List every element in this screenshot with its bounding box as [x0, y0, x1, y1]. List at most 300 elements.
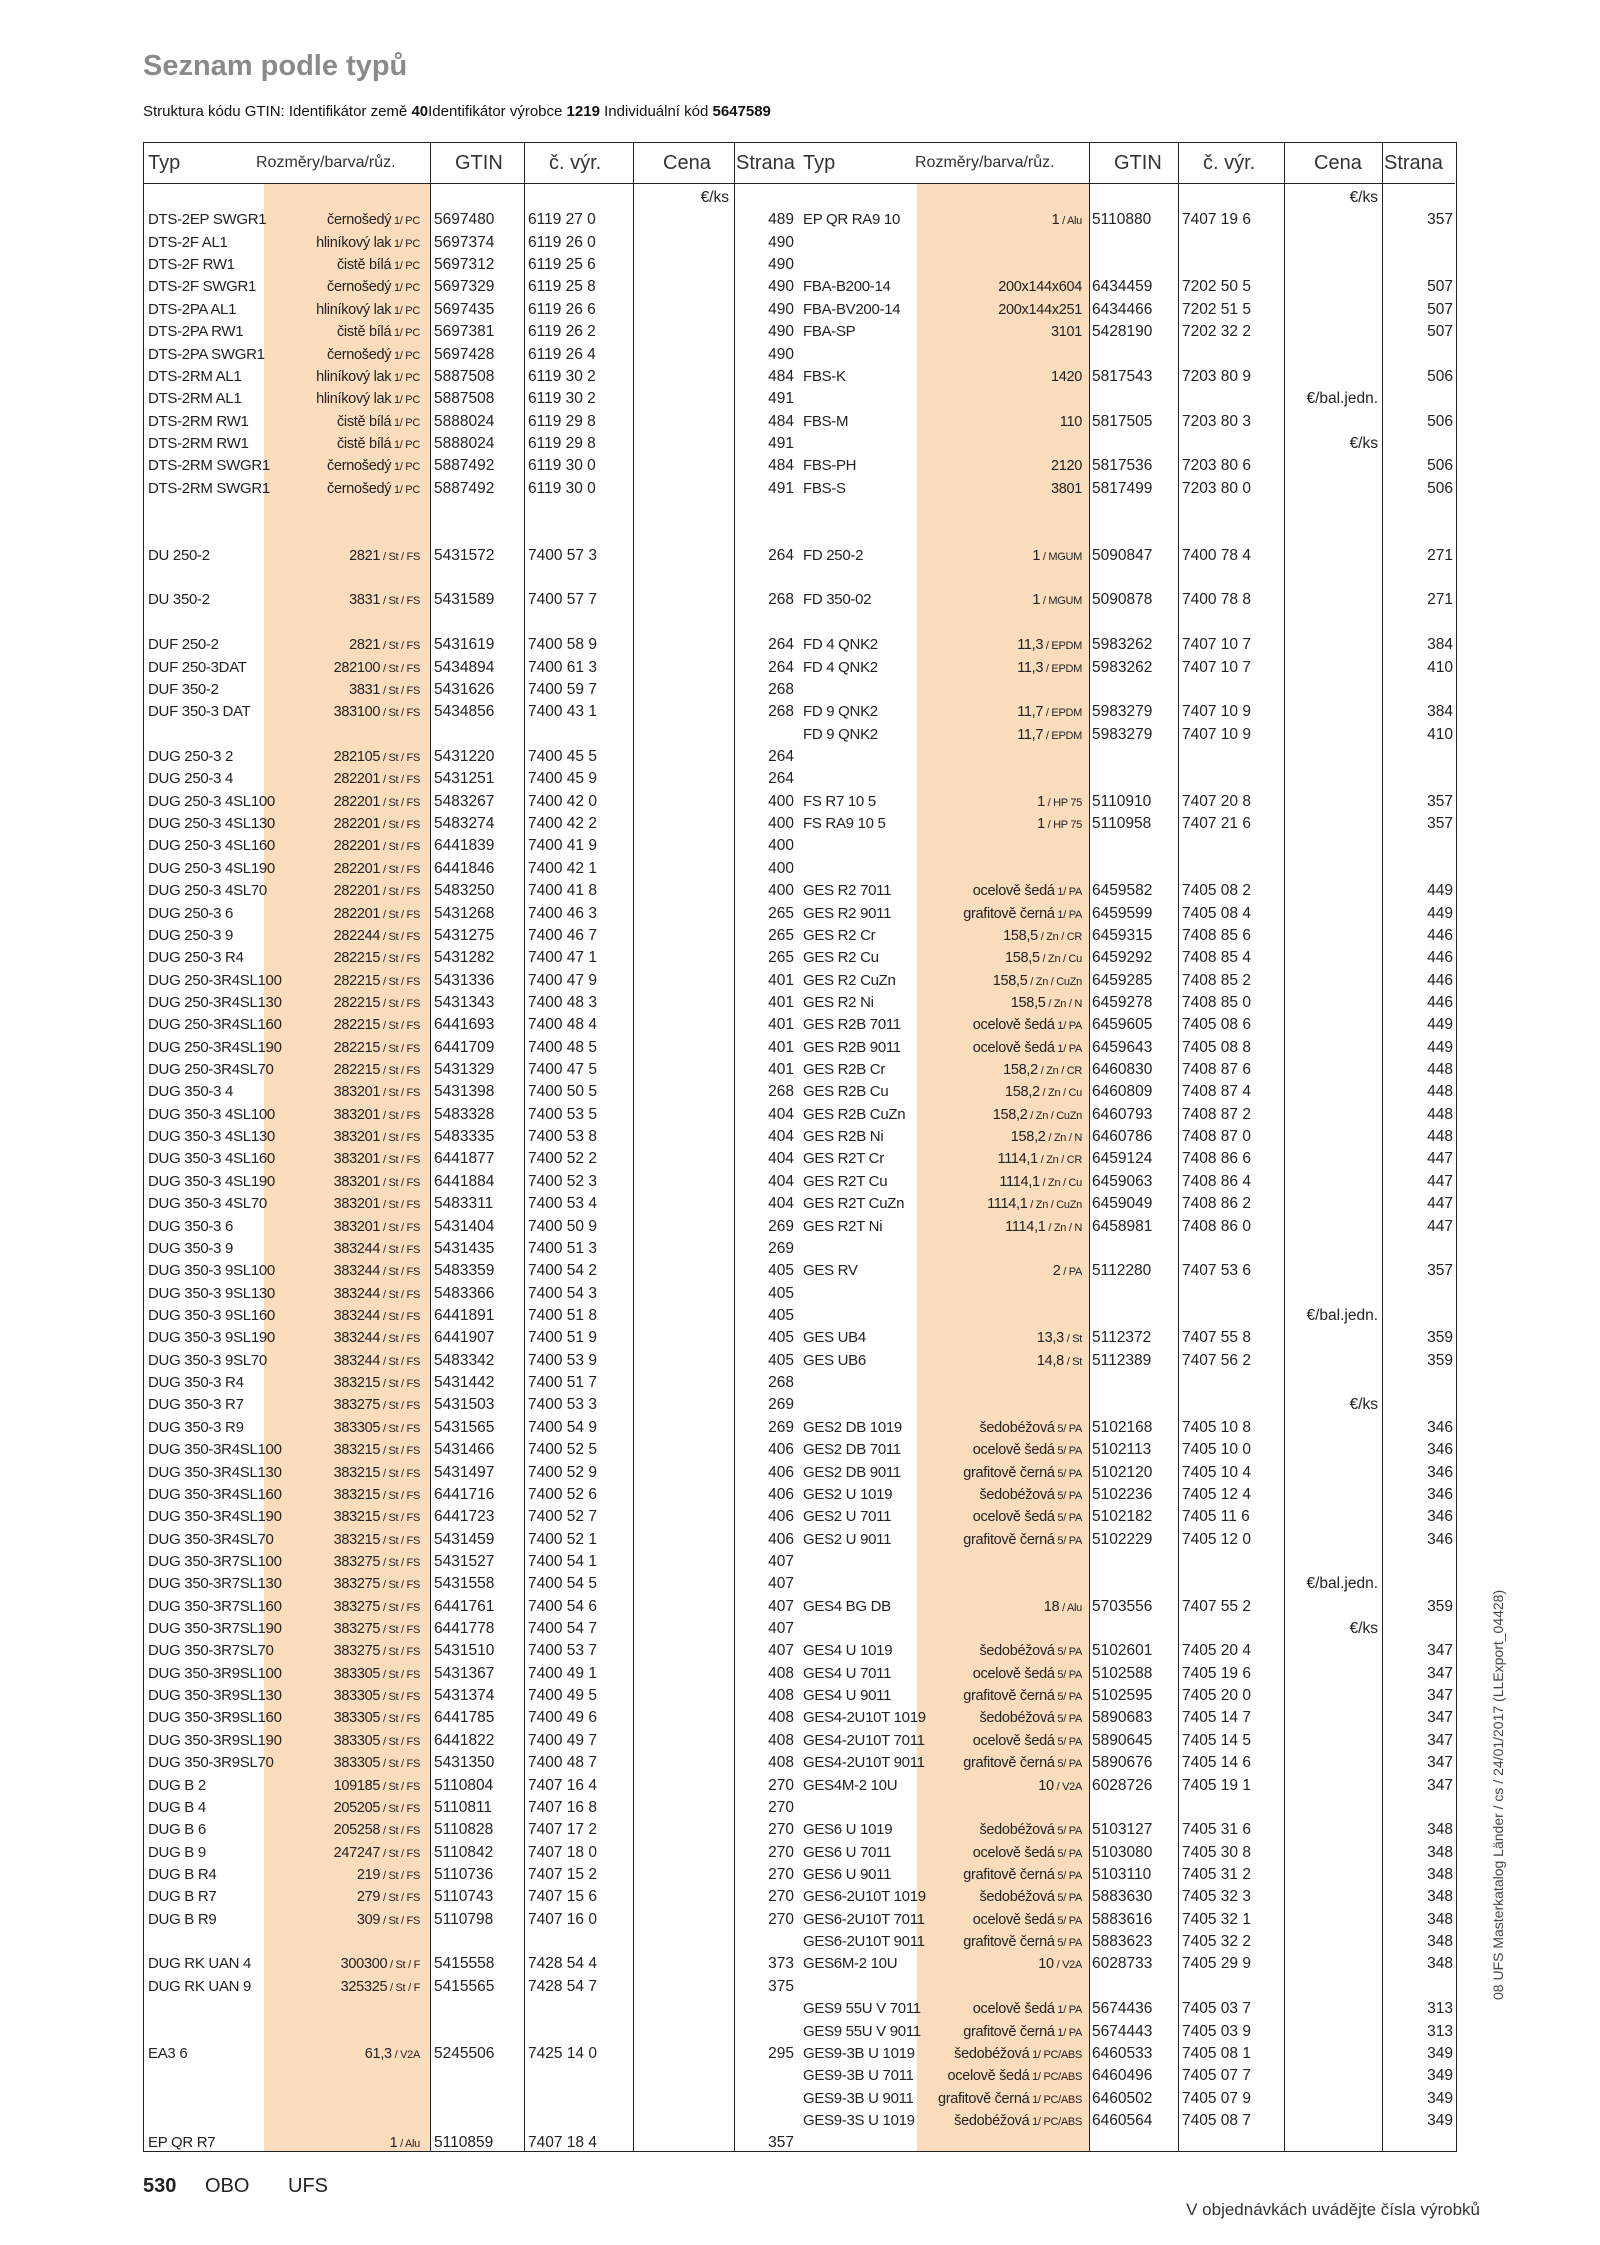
cell-page: 449: [1427, 1016, 1453, 1034]
cell-gtin: 5431282: [434, 949, 495, 967]
cell-gtin: 5483250: [434, 882, 495, 900]
cell-page: 347: [1427, 1664, 1453, 1682]
cell-dimension: [334, 1417, 420, 1440]
cell-gtin: 5103127: [1092, 1821, 1153, 1839]
dimension-suffix: / St / FS: [380, 1534, 420, 1547]
dimension-suffix: / St / FS: [380, 640, 420, 653]
cell-product-number: 7400 42 1: [528, 859, 597, 877]
cell-gtin: 6460793: [1092, 1105, 1153, 1123]
cell-dimension: [334, 1148, 420, 1171]
dimension-value: grafitově černá: [963, 1934, 1055, 1951]
table-row: [144, 344, 799, 366]
table-row: [799, 1953, 1455, 1975]
cell-type: DUG 250-3 4SL130: [148, 815, 275, 833]
cell-product-number: 7405 12 4: [1182, 1485, 1251, 1503]
cell-product-number: 7407 16 8: [528, 1798, 597, 1816]
table-row: [799, 1260, 1455, 1282]
cell-page: 506: [1427, 367, 1453, 385]
table-row: [144, 1976, 799, 1998]
cell-type: DUG 350-3R7SL160: [148, 1597, 282, 1615]
cell-gtin: 6460564: [1092, 2111, 1153, 2129]
cell-gtin: 5887492: [434, 457, 495, 475]
cell-product-number: 7400 54 7: [528, 1620, 597, 1638]
cell-dimension: [334, 992, 420, 1015]
table-row: [144, 813, 799, 835]
cell-dimension: [334, 1640, 420, 1663]
dimension-suffix: / St / FS: [380, 863, 420, 876]
cell-type: EA3 6: [148, 2044, 188, 2062]
dimension-value: šedobéžová: [979, 1710, 1055, 1727]
dimension-suffix: 1/ PC: [391, 260, 420, 273]
cell-type: DUG 350-3 4SL70: [148, 1195, 267, 1213]
dimension-suffix: / St / FS: [380, 1132, 420, 1145]
dimension-value: 11,7: [1017, 726, 1044, 743]
cell-dimension: [334, 858, 420, 881]
cell-page: 491: [768, 434, 794, 452]
dimension-value: 383275: [333, 1643, 381, 1660]
cell-dimension: [334, 1730, 420, 1753]
cell-dimension: [327, 344, 420, 367]
cell-page: 491: [768, 390, 794, 408]
cell-type: FD 350-02: [803, 591, 872, 609]
cell-dimension: [973, 1663, 1082, 1686]
table-row: [144, 1148, 799, 1170]
cell-product-number: 7400 58 9: [528, 636, 597, 654]
cell-type: DUG 350-3R7SL130: [148, 1575, 282, 1593]
cell-dimension: [334, 1327, 420, 1350]
dimension-value: 10: [1038, 1956, 1054, 1973]
cell-dimension: [334, 1283, 420, 1306]
header-gtin: GTIN: [1114, 152, 1162, 174]
dimension-suffix: / St / FS: [380, 796, 420, 809]
cell-page: 405: [768, 1262, 794, 1280]
cell-page: 313: [1427, 2000, 1453, 2018]
table-row: [799, 1216, 1455, 1238]
cell-product-number: 7405 30 8: [1182, 1843, 1251, 1861]
table-row: [799, 1640, 1455, 1662]
cell-dimension: [1044, 1596, 1082, 1619]
cell-type: GES2 U 1019: [803, 1485, 893, 1503]
cell-page: 406: [768, 1485, 794, 1503]
cell-dimension: [1037, 1350, 1082, 1373]
cell-type: FS RA9 10 5: [803, 815, 886, 833]
dimension-value: 13,3: [1036, 1330, 1064, 1347]
cell-page: 346: [1427, 1418, 1453, 1436]
cell-gtin: 5102120: [1092, 1463, 1153, 1481]
cell-dimension: [334, 1260, 420, 1283]
cell-gtin: 5697381: [434, 323, 495, 341]
cell-type: GES6 U 1019: [803, 1821, 893, 1839]
cell-page: 484: [768, 412, 794, 430]
dimension-value: 325325: [340, 1978, 388, 1995]
cell-dimension: [1051, 455, 1082, 477]
cell-page: 401: [768, 1038, 794, 1056]
cell-page: 404: [768, 1172, 794, 1190]
cell-product-number: 7405 31 6: [1182, 1821, 1251, 1839]
cell-product-number: 7408 86 0: [1182, 1217, 1251, 1235]
cell-gtin: 5102168: [1092, 1418, 1153, 1436]
dimension-value: 383305: [333, 1755, 381, 1772]
table-row: [799, 1864, 1455, 1886]
table-row: [144, 1081, 799, 1103]
cell-gtin: 5431329: [434, 1061, 495, 1079]
cell-product-number: 7405 08 2: [1182, 882, 1251, 900]
cell-product-number: 7400 52 1: [528, 1530, 597, 1548]
dimension-suffix: / EPDM: [1043, 729, 1082, 742]
dimension-suffix: / St / FS: [380, 1176, 420, 1189]
cell-type: DUG 250-3R4SL160: [148, 1016, 282, 1034]
cell-page: 270: [768, 1866, 794, 1883]
cell-type: DUG 350-3R9SL160: [148, 1709, 282, 1727]
dimension-suffix: / Zn / CR: [1037, 930, 1082, 943]
cell-gtin: 5431251: [434, 770, 495, 788]
dimension-suffix: / St / FS: [380, 1512, 420, 1525]
dimension-value: 282215: [333, 994, 381, 1011]
cell-gtin: 6441761: [434, 1597, 495, 1615]
cell-gtin: 5434894: [434, 658, 495, 676]
dimension-suffix: 1/ PA: [1054, 908, 1082, 921]
cell-gtin: 5431350: [434, 1754, 495, 1772]
cell-page: 410: [1427, 658, 1453, 676]
cell-page: 347: [1427, 1754, 1453, 1772]
dimension-value: 2821: [349, 547, 381, 564]
cell-page: 349: [1427, 2044, 1453, 2062]
cell-product-number: 6119 30 2: [528, 390, 596, 408]
dimension-suffix: 5/ PA: [1054, 1914, 1082, 1927]
cell-page: 448: [1427, 1128, 1453, 1146]
dimension-suffix: / St / FS: [380, 1087, 420, 1100]
cell-gtin: 5983262: [1092, 636, 1153, 654]
cell-gtin: 5110736: [434, 1866, 494, 1883]
cell-gtin: 5112372: [1092, 1329, 1152, 1347]
cell-gtin: 6441693: [434, 1016, 495, 1034]
cell-gtin: 5483311: [434, 1195, 494, 1213]
cell-product-number: 7202 51 5: [1182, 300, 1251, 318]
dimension-value: 219: [356, 1867, 381, 1883]
cell-gtin: 5483359: [434, 1262, 495, 1280]
cell-product-number: 7428 54 4: [528, 1955, 597, 1973]
cell-page: 490: [768, 256, 794, 274]
dimension-value: 383305: [333, 1732, 381, 1749]
table-row: [144, 1059, 799, 1081]
cell-page: 446: [1427, 926, 1453, 944]
cell-product-number: 7400 53 8: [528, 1128, 597, 1146]
cell-product-number: 7407 16 0: [528, 1910, 597, 1928]
table-row: [144, 1171, 799, 1193]
cell-gtin: 5112280: [1092, 1262, 1152, 1280]
cell-product-number: 7400 52 5: [528, 1441, 597, 1459]
cell-product-number: 7405 08 7: [1182, 2111, 1251, 2129]
cell-page: 271: [1427, 591, 1453, 609]
cell-gtin: 5431459: [434, 1530, 495, 1548]
product-table: [143, 142, 1457, 2152]
cell-gtin: 5697435: [434, 300, 495, 318]
cell-dimension: [334, 791, 420, 814]
table-row: [799, 2110, 1455, 2132]
cell-product-number: 7408 85 2: [1182, 971, 1251, 989]
cell-dimension: [1032, 589, 1082, 612]
table-row: [144, 209, 799, 231]
cell-page: 348: [1427, 1910, 1453, 1928]
table-row: [144, 187, 799, 209]
cell-type: FD 9 QNK2: [803, 703, 878, 721]
cell-gtin: 6459599: [1092, 904, 1153, 922]
dimension-value: ocelově šedá: [972, 1039, 1055, 1056]
dimension-value: 11,7: [1017, 704, 1044, 721]
dimension-value: 383275: [333, 1598, 381, 1615]
dimension-value: 383244: [333, 1352, 381, 1369]
table-row: [799, 1775, 1455, 1797]
cell-dimension: [1037, 791, 1082, 814]
cell-product-number: 6119 25 6: [528, 256, 596, 274]
dimension-suffix: 1/ PA: [1054, 1020, 1082, 1033]
dimension-value: 1114,1: [987, 1196, 1028, 1213]
table-row: [799, 925, 1455, 947]
cell-type: DUG 350-3 9: [148, 1239, 234, 1257]
dimension-value: grafitově černá: [963, 2023, 1055, 2040]
table-row: [144, 1730, 799, 1752]
cell-type: DUG B 4: [148, 1798, 206, 1816]
dimension-suffix: / V2A: [1053, 1780, 1082, 1793]
dimension-value: 282105: [333, 749, 381, 765]
cell-product-number: 7405 03 9: [1182, 2022, 1251, 2040]
cell-gtin: 5431343: [434, 993, 495, 1011]
cell-page: 407: [768, 1575, 794, 1593]
table-row: [799, 992, 1455, 1014]
cell-page: 507: [1427, 323, 1453, 341]
cell-page: 449: [1427, 882, 1453, 900]
table-row: [144, 1573, 799, 1595]
dimension-value: 200x144x604: [998, 279, 1082, 296]
dimension-suffix: / V2A: [1053, 1959, 1082, 1972]
dimension-suffix: / St: [1063, 1333, 1082, 1346]
dimension-value: 61,3: [364, 2045, 392, 2062]
cell-page: 346: [1427, 1530, 1453, 1548]
dimension-value: ocelově šedá: [972, 1665, 1055, 1682]
dimension-value: 383305: [333, 1688, 381, 1705]
cell-dimension: [334, 768, 420, 791]
cell-page: 447: [1427, 1172, 1453, 1190]
cell-product-number: 7405 07 9: [1182, 2089, 1251, 2107]
table-row: [799, 970, 1455, 992]
dimension-suffix: / St / FS: [380, 1400, 420, 1413]
cell-page: 448: [1427, 1083, 1453, 1101]
cell-gtin: 5102236: [1092, 1485, 1153, 1503]
cell-page: 407: [768, 1597, 794, 1615]
cell-dimension: [334, 903, 420, 926]
cell-product-number: 7405 08 4: [1182, 904, 1251, 922]
cell-type: GES R2 Cr: [803, 926, 876, 944]
cell-type: DUF 350-2: [148, 680, 219, 698]
dimension-suffix: 1/ PC/ABS: [1029, 2093, 1082, 2106]
cell-page: 447: [1427, 1150, 1453, 1168]
cell-gtin: 5110828: [434, 1821, 494, 1839]
cell-dimension: [349, 589, 420, 612]
dimension-suffix: 5/ PA: [1054, 1735, 1082, 1748]
cell-type: GES RV: [803, 1262, 858, 1280]
dimension-suffix: 5/ PA: [1054, 1825, 1082, 1838]
cell-page: 357: [1427, 211, 1453, 229]
dimension-value: 383275: [333, 1576, 381, 1593]
cell-gtin: 5110958: [1092, 815, 1152, 833]
cell-product-number: 7405 14 5: [1182, 1731, 1251, 1749]
cell-product-number: 7405 19 6: [1182, 1664, 1251, 1682]
dimension-value: 383201: [333, 1151, 381, 1168]
cell-gtin: 5431626: [434, 680, 495, 698]
cell-page: 405: [768, 1329, 794, 1347]
cell-type: DUG 250-3 4SL190: [148, 859, 275, 877]
cell-type: GES R2 CuZn: [803, 971, 896, 989]
cell-gtin: 5817505: [1092, 412, 1153, 430]
cell-type: GES R2 Ni: [803, 993, 874, 1011]
table-row: [799, 1730, 1455, 1752]
dimension-value: 158,5: [992, 972, 1028, 989]
dimension-value: 383244: [333, 1308, 381, 1324]
dimension-suffix: / St / FS: [380, 550, 420, 563]
table-row: [799, 1819, 1455, 1841]
dimension-value: šedobéžová: [979, 1486, 1055, 1503]
table-row: [144, 1014, 799, 1036]
cell-gtin: 5431503: [434, 1396, 495, 1414]
dimension-value: ocelově šedá: [972, 1509, 1055, 1526]
cell-gtin: 6459049: [1092, 1195, 1153, 1213]
dimension-value: 383305: [333, 1710, 381, 1727]
cell-type: DTS-2F SWGR1: [148, 278, 257, 296]
cell-gtin: 5674436: [1092, 2000, 1153, 2018]
cell-product-number: 7400 51 7: [528, 1374, 597, 1392]
cell-page: 348: [1427, 1821, 1453, 1839]
cell-type: GES4-2U10T 7011: [803, 1731, 925, 1749]
cell-page: 448: [1427, 1061, 1453, 1079]
cell-dimension: [316, 299, 420, 322]
cell-gtin: 5890645: [1092, 1731, 1153, 1749]
cell-type: DUG 350-3R7SL70: [148, 1642, 274, 1660]
dimension-suffix: / St / FS: [380, 1691, 420, 1704]
dimension-value: 282201: [333, 883, 381, 900]
table-row: [799, 1685, 1455, 1707]
cell-product-number: 7400 41 9: [528, 837, 597, 855]
cell-type: GES R2 9011: [803, 904, 892, 922]
cell-page: 346: [1427, 1463, 1453, 1481]
cell-gtin: 5431619: [434, 636, 495, 654]
cell-product-number: 7407 20 8: [1182, 792, 1251, 810]
cell-type: DUG B 6: [148, 1821, 206, 1839]
dimension-value: 282201: [333, 838, 381, 855]
cell-product-number: 7400 52 9: [528, 1463, 597, 1481]
cell-page: 384: [1427, 636, 1453, 654]
table-row: [144, 1797, 799, 1819]
dimension-value: 1: [1037, 793, 1045, 810]
table-row: [799, 276, 1455, 298]
cell-type: FD 4 QNK2: [803, 636, 878, 654]
table-row: [799, 1059, 1455, 1081]
cell-page: 271: [1427, 546, 1453, 564]
cell-gtin: 5697312: [434, 256, 495, 274]
table-row: [144, 1663, 799, 1685]
cell-product-number: 7400 47 9: [528, 971, 597, 989]
cell-dimension: [963, 1462, 1082, 1485]
dimension-suffix: / St / FS: [380, 930, 420, 943]
dimension-value: šedobéžová: [979, 1643, 1055, 1660]
cell-dimension: [963, 1685, 1082, 1708]
cell-gtin: 6441839: [434, 837, 495, 855]
cell-product-number: 7405 08 6: [1182, 1016, 1251, 1034]
header-cv: č. výr.: [1203, 152, 1256, 174]
cell-product-number: 6119 30 0: [528, 457, 596, 475]
table-row: [799, 1417, 1455, 1439]
cell-page: 490: [768, 323, 794, 341]
cell-dimension: [1037, 813, 1082, 836]
cell-page: 270: [768, 1776, 794, 1794]
cell-type: DUG 350-3R9SL100: [148, 1664, 282, 1682]
cell-dimension: [963, 2021, 1082, 2044]
cell-dimension: [334, 970, 420, 993]
cell-type: GES4-2U10T 1019: [803, 1709, 926, 1727]
cell-gtin: 6459605: [1092, 1016, 1153, 1034]
cell-type: DUG 350-3 4: [148, 1083, 234, 1101]
cell-type: DUG 250-3 6: [148, 904, 234, 922]
cell-type: GES2 U 9011: [803, 1530, 892, 1548]
cell-product-number: 6119 30 0: [528, 479, 596, 497]
dimension-value: hliníkový lak: [316, 391, 392, 408]
dimension-suffix: / Zn / CuZn: [1027, 1109, 1082, 1122]
cell-dimension: [337, 433, 420, 456]
cell-price-unit: €/ks: [1349, 1396, 1378, 1414]
cell-page: 400: [768, 837, 794, 855]
table-row: [144, 903, 799, 925]
table-row: [799, 1037, 1455, 1059]
cell-dimension: [1017, 634, 1082, 657]
cell-page: 347: [1427, 1776, 1453, 1794]
dimension-suffix: / St / FS: [380, 997, 420, 1010]
cell-type: DUG 250-3R4SL190: [148, 1038, 282, 1056]
cell-product-number: 7400 45 9: [528, 770, 597, 788]
dimension-suffix: / St / FS: [380, 1065, 420, 1078]
dimension-value: 282215: [333, 1062, 381, 1079]
table-row: [799, 813, 1455, 835]
cell-product-number: 7400 54 3: [528, 1284, 597, 1302]
dimension-suffix: / Zn / N: [1045, 1132, 1082, 1145]
cell-gtin: 5431558: [434, 1575, 495, 1593]
cell-product-number: 7405 12 0: [1182, 1530, 1251, 1548]
dimension-value: 158,2: [1010, 1129, 1046, 1146]
table-row: [799, 903, 1455, 925]
dimension-value: grafitově černá: [963, 1755, 1055, 1772]
cell-type: DTS-2RM SWGR1: [148, 457, 270, 475]
cell-gtin: 6460809: [1092, 1083, 1153, 1101]
cell-type: DTS-2RM AL1: [148, 367, 242, 385]
table-row: [144, 545, 799, 567]
table-row: [144, 1640, 799, 1662]
cell-page: 405: [768, 1284, 794, 1302]
cell-gtin: 5431367: [434, 1664, 495, 1682]
cell-type: DUG RK UAN 9: [148, 1977, 252, 1995]
dimension-suffix: / V2A: [391, 2048, 420, 2061]
table-row: [799, 1529, 1455, 1551]
dimension-suffix: 1/ PC/ABS: [1029, 2048, 1082, 2061]
gtin-structure-note: Struktura kódu GTIN: Identifikátor země 40Identifikátor výrobce 1219 Individuální kód 5647589: [143, 103, 771, 120]
cell-dimension: [337, 254, 420, 277]
cell-page: 407: [768, 1552, 794, 1570]
cell-product-number: 7400 49 7: [528, 1731, 597, 1749]
cell-gtin: 5110859: [434, 2134, 494, 2152]
cell-page: 446: [1427, 971, 1453, 989]
dimension-value: 3101: [1050, 324, 1082, 341]
table-row: [799, 1506, 1455, 1528]
cell-page: 359: [1427, 1597, 1453, 1615]
cell-product-number: 7202 50 5: [1182, 278, 1251, 296]
cell-page: 408: [768, 1664, 794, 1682]
